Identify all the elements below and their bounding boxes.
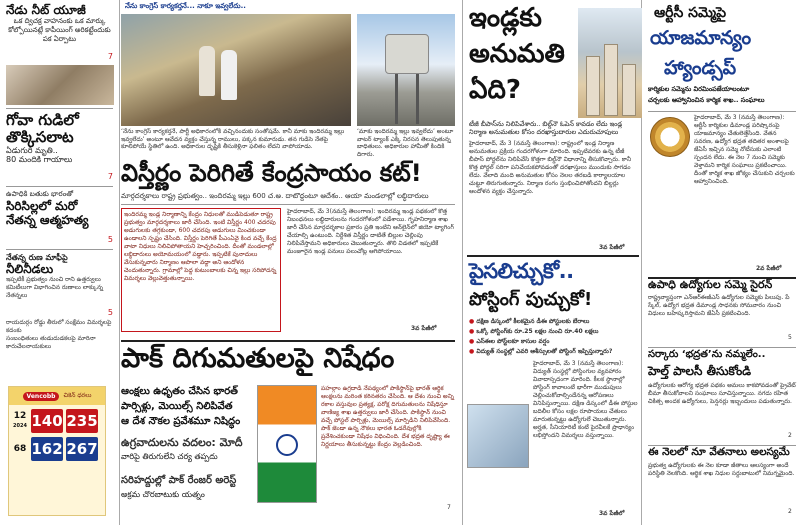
- market-tagline: చికెన్ ధరలు: [63, 392, 92, 399]
- byline[interactable]: 3వ పేజీలో: [411, 325, 437, 332]
- main-body-left: ఇందిరమ్మ ఇండ్ల నిర్మాణాన్ని కేంద్రం నిధులతో ముడిపెడుతూ రాష్ట్ర ప్రభుత్వం మార్గదర్శకాలు జారీ చేసింది. ఇంటి విస్తీర్ణం 400 చదరపు అడుగులకు తగ్గకుండా, 600 చదరపు అడుగులు మించకుండా ఉండాలని స్పష్టం చేసింది. విస్తీర్ణం పెరిగితే పీఎంఏవై కింద వచ్చే కేంద్ర వాటా నిధులు నిలిచిపోతాయని హెచ్చరించింది. దీంతో మండలాల్లో లబ్ధిదారులు అయోమయంలో పడ్డారు. ఇప్పటికే పునాదులు వేసుకున్నవారు నిర్మాణం ఆపాలా వద్దా అని ఆందోళన చెందుతున్నారు. గ్రామాల్లో పెద్ద కుటుంబాలకు చిన్న ఇల్లు సరిపోదన్న విమర్శలు వెల్లువెత్తుతున్నాయి.: [121, 208, 281, 332]
- page-number: 7: [447, 504, 451, 511]
- building-shape: [622, 64, 636, 116]
- left-headline-3a: ఉపాధికి బతుకు భారంతో: [6, 190, 74, 198]
- pak-lead-1: ఆంక్షలు ఉధృతం చేసిన భారత్: [121, 386, 238, 397]
- pak-headline[interactable]: పాక్ దిగుమతులపై నిషేధం: [121, 343, 395, 374]
- rtc-headline-c[interactable]: హ్యాండ్సప్: [664, 57, 737, 79]
- left-headline-3b[interactable]: సిరిసిల్లలో మరో: [6, 199, 78, 213]
- left-headline-2a[interactable]: గోవా గుడిలో: [6, 111, 79, 129]
- posting-bullet-4: ● విద్యుత్ సంస్థల్లో ఎవరి ఆశీస్సులతో పోస్టింగ్ ఇప్పిస్తున్నారు?: [469, 348, 613, 355]
- page-number: 5: [107, 308, 113, 317]
- housing-headline-b[interactable]: అనుమతి: [469, 39, 565, 69]
- modi-headline[interactable]: ఉగ్రవాదులను వదలం: మోదీ: [121, 436, 243, 449]
- salary-headline[interactable]: ఈ నెలలో నూ వేతనాలు అలస్యమే: [648, 446, 790, 458]
- rtc-sub-1: కార్మికుల సమ్మెను విరమింపజేయాలంటూ: [648, 85, 750, 93]
- chicken-price-box: [8, 386, 106, 516]
- person-figure: [221, 50, 237, 100]
- housing-headline-a[interactable]: ఇండ్లకు: [469, 3, 542, 33]
- housing-sub: టీజీ బీపాస్‌ను నిలిపివేశారు.. బిల్డ్‌నౌ ఓపెన్ కావడం లేదు ఇండ్ల నిర్మాణ అనుమతుల కోసం దరఖాస్తుదారుల ఎదురుచూపులు: [469, 120, 623, 136]
- left-thumbnail-photo: [6, 65, 114, 105]
- right-column: [644, 0, 800, 525]
- nrega-body: రాష్ట్రవ్యాప్తంగా ఎన్ఆర్ఈజీఎస్ ఉద్యోగుల సమ్మెకు పిలుపు. పే స్కేల్, ఉద్యోగ భద్రత డిమాండ్ల సాధనకు సోమవారం నుంచి విధులు బహిష్కరిస్తామని జేఏసీ ప్రకటించింది.: [648, 294, 790, 317]
- left-headline-2-line1: ఏడుగురి మృతి..: [6, 146, 58, 155]
- posting-bullet-1: ● దక్షిణ డిస్కంలో కీలకమైన డీఈ పోస్టులకు బేరాలు: [469, 318, 590, 325]
- person-figure: [199, 46, 215, 96]
- main-subline: మార్గదర్శకాలు రాష్ట్ర ప్రభుత్వం.. ఇందిరమ్మ ఇల్లు 600 చ.అ. దాటొద్దంటూ ఆదేశం.. ఆయా మండలాల్లో లబ్ధిదారులు: [121, 192, 429, 200]
- ranger-subline: అక్రమ చొరబాటుకు యత్నం: [121, 490, 205, 499]
- posting-headline-a[interactable]: పైసలిచ్చుకో..: [469, 259, 574, 283]
- modi-subline: వారిపై తిరుగులేని చర్య తప్పదు: [121, 452, 218, 461]
- building-shape: [604, 44, 618, 116]
- price-cell: 235: [66, 409, 98, 433]
- rtc-body: హైదరాబాద్, మే 3 (నమస్తే తెలంగాణ): ఆర్టీసీ కార్మికుల డిమాండ్ల పరిష్కారంపై యాజమాన్యం చేతులెత్తేసింది. వేతన సవరణ, ఉద్యోగ భద్రత తదితర అంశాలపై జేఏసీ ఇచ్చిన సమ్మె నోటీసుకు ఎలాంటి స్పందన లేదు. ఈ నెల 7 నుంచి సమ్మెకు వెళ్తామని కార్మిక సంఘాలు ప్రకటించాయి. దీంతో కార్మిక శాఖ జోక్యం చేసుకుని చర్చలకు ఆహ్వానించింది.: [694, 114, 795, 185]
- byline[interactable]: 2వ పేజీలో: [756, 265, 782, 272]
- photo-caption-right: ‘మాకు ఇందిరమ్మ ఇల్లు ఇవ్వలేదు’ అంటూ వాటర్ ట్యాంక్ ఎక్కి నిరసన తెలుపుతున్న బాధితులు. అధికారుల హామీతో కిందికి దిగారు.: [357, 128, 454, 158]
- left-headline-4b[interactable]: నీలినీడలు: [6, 262, 54, 276]
- nrega-headline[interactable]: ఉపాధి ఉద్యోగుల సమ్మె సైరన్: [648, 278, 773, 291]
- price-date: 12 2024: [13, 411, 27, 429]
- page-number: 5: [107, 235, 113, 244]
- tgsrtc-logo-icon: [650, 117, 690, 157]
- left-headline-3c[interactable]: నేతన్న ఆత్మహత్య: [6, 213, 89, 227]
- housing-body: హైదరాబాద్, మే 3 (నమస్తే తెలంగాణ): రాష్ట్రంలో ఇండ్ల నిర్మాణ అనుమతుల ప్రక్రియ గందరగోళంగా మారింది. ఇప్పటివరకు ఉన్న టీజీ బీపాస్ పోర్టల్‌ను నిలిపివేసి కొత్తగా బిల్డ్‌నౌ విధానాన్ని తీసుకొచ్చారు. కానీ కొత్త పోర్టల్ సరిగా పనిచేయకపోవడంతో దరఖాస్తులు ముందుకు సాగడం లేదు. వేలాది మంది అనుమతుల కోసం నెలల తరబడి కార్యాలయాల చుట్టూ తిరుగుతున్నారు. నిర్మాణ రంగం స్తంభించిపోతోందని బిల్డర్లు ఆందోళన వ్యక్తం చేస్తున్నారు.: [469, 140, 632, 195]
- health-body: ఉద్యోగులకు ఆరోగ్య భద్రత పథకం అమలు కాకపోవడంతో ప్రైవేట్ బీమా తీసుకోవాలని సంఘాలు సూచిస్తున్నాయి. నగదు రహిత చికిత్స అందక ఉద్యోగులు, పెన్షనర్లు ఇబ్బందులు పడుతున్నారు.: [648, 382, 796, 405]
- posting-body: హైదరాబాద్, మే 3 (నమస్తే తెలంగాణ): విద్యుత్ సంస్థల్లో పోస్టింగుల వ్యవహారం వివాదాస్పదంగా మారింది. కీలక స్థానాల్లో పోస్టింగ్ కావాలంటే భారీగా ముడుపులు చెల్లించుకోవాల్సిందేనన్న ఆరోపణలు వినిపిస్తున్నాయి. దక్షిణ డిస్కంలో డీఈ పోస్టుల బదిలీల కోసం లక్షల రూపాయలు చేతులు మారుతున్నట్టు ఉద్యోగులే చెబుతున్నారు. అర్హత, సీనియారిటీ కంటే పైరవీలకే ప్రాధాన్యం లభిస్తోందని విమర్శలు వస్తున్నాయి.: [533, 360, 638, 439]
- left-tail-2: సంబంధితులు తుడుదుడకలపై మారినా కారుచేలనాయకులు: [6, 335, 96, 350]
- price-label: 68: [13, 444, 27, 454]
- posting-headline-b[interactable]: పోస్టింగ్ పుచ్చుకో!: [469, 289, 593, 310]
- left-headline-4-sub: ఇప్పటికీ ప్రభుత్వం నుంచి రాని ఉత్తర్వులు కమిటీలుగా విభాగించిన రుణాలు లాక్కున్న నేతన్నలు: [6, 276, 104, 299]
- building-shape: [586, 56, 600, 116]
- photo-caption-left: ‘నేను కాంగ్రెస్ కార్యకర్తనే, పార్టీ అధికారంలోకి వచ్చినందుకు సంతోషమే. కానీ మాకు ఇందిరమ్మ ఇల్లు ఇవ్వలేదు’ అంటూ ఆవేదన వ్యక్తం చేస్తున్న రాములు, పక్కన కుమారుడు. తన గుడిసె నేతపై కూలిపోయే స్థితిలో ఉంది. అధికారుల దృష్టికి తీసుకెళ్లినా ఫలితం లేదని వాపోయాడు.: [121, 128, 345, 150]
- byline[interactable]: 3వ పేజీలో: [599, 244, 625, 251]
- left-headline-2-line2: 80 మందికి గాయాలు: [6, 155, 73, 164]
- price-cell: 162: [31, 437, 63, 461]
- india-pakistan-graphic: [257, 385, 317, 503]
- left-tail-1: రాయదుర్గం రోడ్డు తీరులో సంక్షేమం విమర్శలపై కదంకు: [6, 319, 112, 334]
- pak-lead-3: ఆ దేశ నౌకల ప్రవేశమూ నిషిద్ధం: [121, 416, 241, 427]
- page-number: 7: [107, 52, 113, 61]
- water-tank-legs: [395, 74, 419, 124]
- ranger-headline[interactable]: సరిహద్దుల్లో పాక్ రేంజర్ అరెస్ట్: [121, 475, 237, 486]
- rtc-sub-2: చర్చలకు ఆహ్వానించిన కార్మిక శాఖ.. సంఘాలు: [648, 96, 765, 104]
- construction-photo[interactable]: [578, 8, 642, 118]
- posting-bullet-3: ● ఎస్ఈల పోస్ట్‌లకూ కాసుల వర్షం: [469, 338, 550, 345]
- photo-kicker: నేను కాంగ్రెస్ కార్యకర్తనే... నాకూ ఇవ్వలేదు..: [125, 2, 246, 10]
- rtc-headline-a[interactable]: ఆర్టీసీ సమ్మెపై: [654, 5, 727, 21]
- page-number: 5: [788, 334, 792, 341]
- bribe-handshake-photo[interactable]: [467, 404, 529, 468]
- left-headline-1-sub: ఒక ద్విచక్ర వాహనంకు ఒక మార్కు కోల్పోయినట్లే కాపీయింగ్ అరికట్టేందుకు పక ఏర్పాటు: [8, 17, 111, 43]
- middle-column: [121, 0, 459, 525]
- rtc-headline-b[interactable]: యాజమాన్యం: [650, 27, 752, 49]
- chakra-icon: [276, 434, 298, 456]
- right-middle-column: [462, 0, 642, 525]
- page-number: 7: [107, 172, 113, 181]
- main-headline[interactable]: విస్తీర్ణం పెరిగితే కేంద్రసాయం కట్!: [121, 159, 422, 187]
- page-number: 2: [788, 508, 792, 515]
- vencobb-logo: Vencobb: [23, 392, 60, 401]
- price-cell: 140: [31, 409, 63, 433]
- page-number: 2: [788, 432, 792, 439]
- water-tank: [385, 34, 429, 74]
- health-headline-b[interactable]: హెల్త్ పాలసీ తీసుకోండి: [648, 364, 752, 378]
- health-headline-a[interactable]: సర్కారు ‘భద్రత’ను నమ్మలేం..: [648, 349, 766, 360]
- byline[interactable]: 3వ పేజీలో: [599, 510, 625, 517]
- left-headline-2b[interactable]: తొక్కిసలాట: [6, 128, 74, 146]
- left-headline-4a: నేతన్న రుణ మాఫీపై: [6, 253, 68, 262]
- house-protest-photo[interactable]: [121, 14, 351, 126]
- salary-body: ప్రభుత్వ ఉద్యోగులకు ఈ నెల కూడా జీతాలు ఆలస్యంగా అందే పరిస్థితి నెలకొంది. ఆర్థిక శాఖ నిధుల సర్దుబాటులో నిమగ్నమైంది.: [648, 462, 795, 477]
- posting-bullet-2: ● ఒక్కో పోస్టింగ్‌కు రూ.25 లక్షల నుంచి రూ.40 లక్షలు: [469, 328, 599, 335]
- left-headline-1[interactable]: నేడు నీట్ యూజీ: [6, 3, 86, 17]
- housing-headline-c[interactable]: ఏది?: [469, 75, 521, 105]
- pak-body: పహల్గాం ఉగ్రదాడి నేపథ్యంలో పాకిస్థాన్‌పై భారత్ ఆర్థిక ఆంక్షలను మరింత కఠినతరం చేసింది. ఆ దేశం నుంచి అన్ని రకాల వస్తువుల ప్రత్యక్ష, పరోక్ష దిగుమతులను నిషేధిస్తూ వాణిజ్య శాఖ ఉత్తర్వులు జారీ చేసింది. పాకిస్థాన్ నుంచి వచ్చే పోస్టల్ పార్సిళ్లు, మెయిల్స్ మార్పిడిని నిలిపివేసింది. పాక్ జెండా ఉన్న నౌకలు భారత ఓడరేవుల్లోకి ప్రవేశించకుండా నిషేధం విధించింది. దేశ భద్రత దృష్ట్యా ఈ నిర్ణయాలు తీసుకున్నట్టు కేంద్రం వెల్లడించింది.: [321, 385, 454, 448]
- main-body-right: హైదరాబాద్, మే 3(నమస్తే తెలంగాణ): ఇందిరమ్మ ఇండ్ల పథకంలో కొత్త నిబంధనలు లబ్ధిదారులను గందరగోళంలో పడేశాయి. గృహనిర్మాణ శాఖ జారీ చేసిన మార్గదర్శకాల ప్రకారం ప్రతి ఇంటిని ఆన్‌లైన్‌లో జియో ట్యాగింగ్ చేయాల్సి ఉంటుంది. నిర్దేశిత విస్తీర్ణం దాటితే బిల్లుల చెల్లింపు నిలిపివేస్తామని అధికారులు చెబుతున్నారు. తొలి విడతలో ఇప్పటికే మంజూరైన ఇండ్ల పనులు పలుచోట్ల ఆగిపోయాయి.: [287, 208, 454, 255]
- price-cell: 267: [66, 437, 98, 461]
- water-tank-protest-photo[interactable]: [357, 14, 455, 126]
- pak-lead-2: పార్సిళ్లు, మెయిల్స్ నిలిపివేత: [121, 401, 233, 412]
